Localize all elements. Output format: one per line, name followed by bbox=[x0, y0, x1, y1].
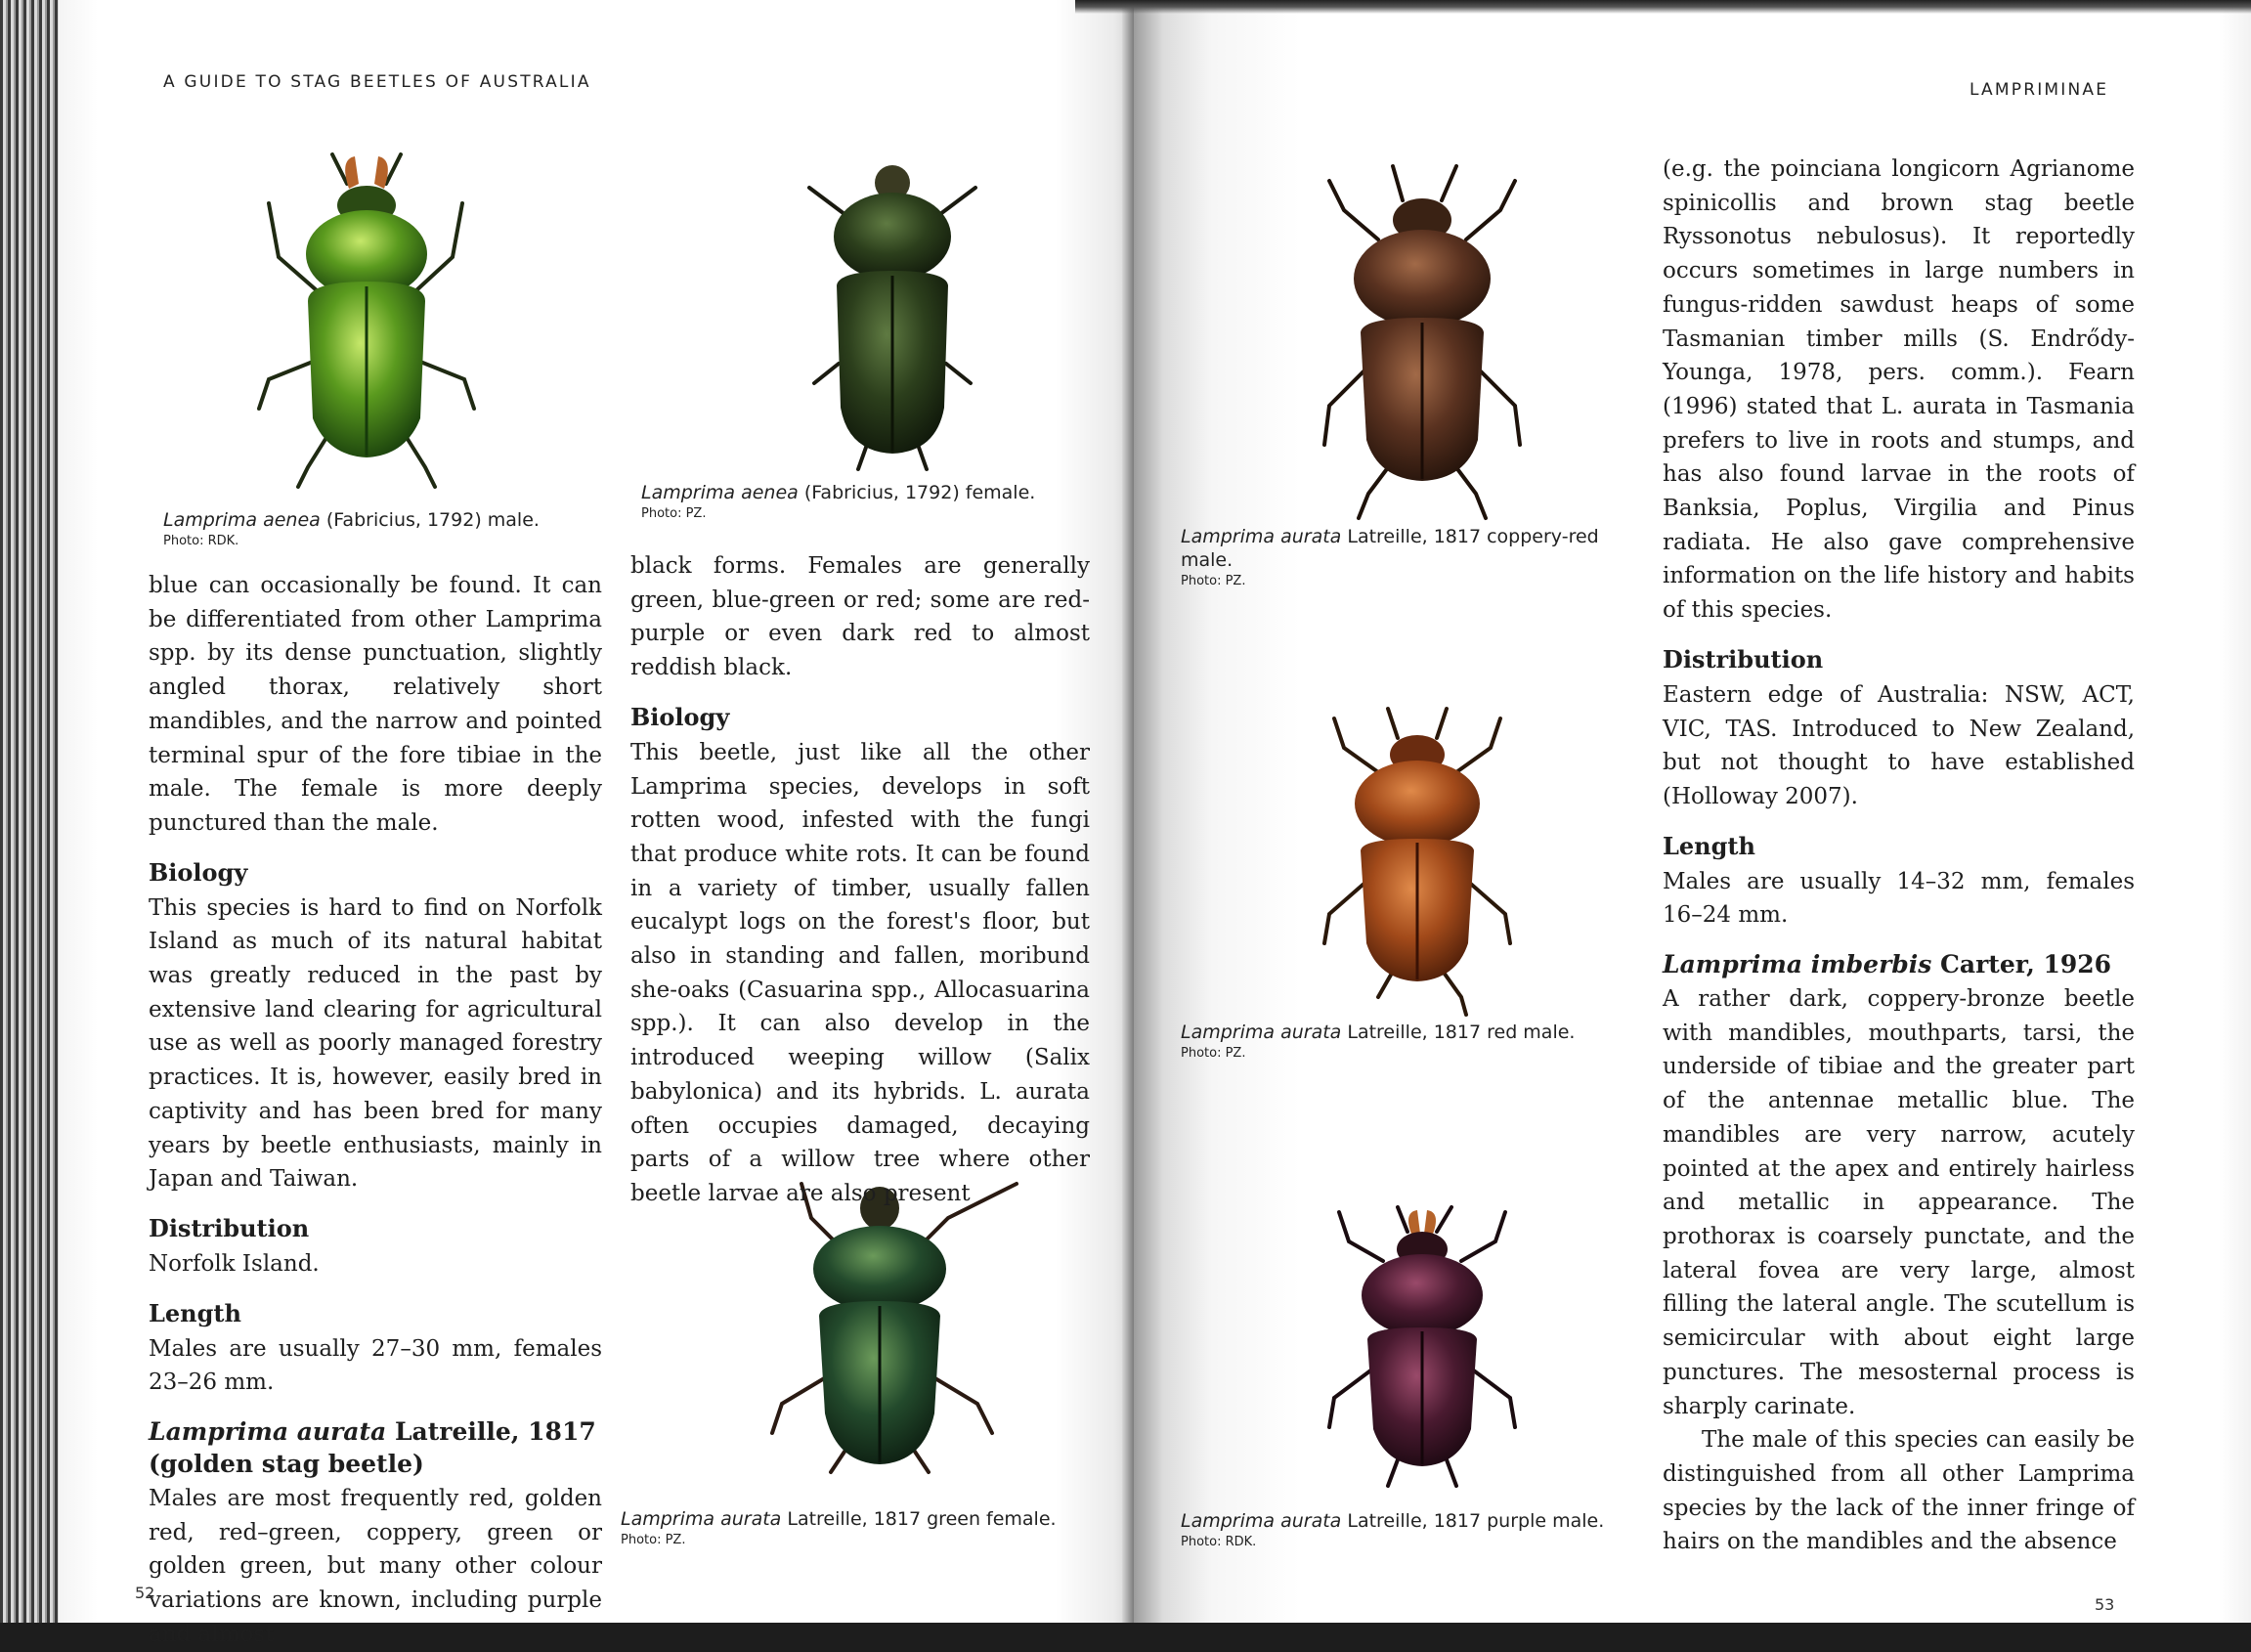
body-paragraph: Norfolk Island. bbox=[149, 1250, 320, 1277]
beetle-photo-aurata-purple-male bbox=[1305, 1202, 1539, 1496]
beetle-image bbox=[239, 145, 494, 497]
body-paragraph: A rather dark, coppery-bronze beetle with mandibles, mouthparts, tarsi, the underside of tibiae and the greater part of the antennae metallic blue. The mandibles are very narrow, acutely pointed at the apex and entirely hairless and metallic in appearance. The prothorax is coarsely punctate, and the lateral fovea are very large, almost filling the lateral angle. The scutellum is semicircular with about eight large punctures. The mesosternal process is sharply carinate. bbox=[1663, 986, 2135, 1419]
figure-caption bbox=[641, 481, 1091, 524]
caption-text: (Fabricius, 1792) female. bbox=[798, 482, 1036, 503]
beetle-image bbox=[790, 158, 995, 471]
body-paragraph: blue can occasionally be found. It can be differentiated from other Lamprima spp. by its dense punctuation, slightly angled thorax, relatively short mandibles, and the narrow and pointed terminal spur of the fore tibiae in the male. The female is more deeply punctured than the male. bbox=[149, 573, 602, 836]
body-paragraph: The male of this species can easily be distinguished from all other Lamprima species by the lack of the inner fringe of hairs on the mandibles and the absence bbox=[1663, 1427, 2135, 1555]
figure-caption bbox=[163, 508, 574, 551]
species-name: Lamprima aurata bbox=[149, 1417, 387, 1447]
body-paragraph: This beetle, just like all the other Lamprima species, develops in soft rotten wood, infested with the fungi that produce white rots. It can be found in a variety of timber, usually fallen eucalypt logs on the forest's floor, but also in standing and fallen, moribund she-oaks (Casuarina spp., Allocasuarina spp.). It can also develop in the introduced weeping willow (Salix babylonica) and its hybrids. L. aurata often occupies damaged, decaying parts of a willow tree where other beetle larvae are also present bbox=[630, 739, 1090, 1206]
photo-credit: Photo: RDK. bbox=[163, 534, 239, 548]
caption-text: Latreille, 1817 red male. bbox=[1341, 1022, 1576, 1043]
caption-species: Lamprima aurata bbox=[1181, 1510, 1342, 1532]
caption-species: Lamprima aurata bbox=[1181, 526, 1342, 547]
caption-species: Lamprima aurata bbox=[1181, 1022, 1342, 1043]
page-number-left: 52 bbox=[135, 1584, 155, 1602]
body-paragraph: Males are usually 27–30 mm, females 23–26 mm. bbox=[149, 1335, 602, 1396]
species-author: Latreille, 1817 bbox=[394, 1417, 596, 1447]
body-paragraph: This species is hard to find on Norfolk Island as much of its natural habitat was greatly reduced in the past by extensive land clearing for agricultural use as well as poorly managed forestry practices. It is, however, easily bred in captivity and has been bred for many years by beetle enthusiasts, mainly in Japan and Taiwan. bbox=[149, 894, 602, 1193]
beetle-image bbox=[733, 1179, 1026, 1482]
beetle-image bbox=[1305, 1202, 1539, 1496]
beetle-photo-aurata-coppery-male bbox=[1300, 161, 1544, 523]
species-heading bbox=[1663, 948, 2135, 980]
figure-caption bbox=[1181, 1021, 1630, 1064]
caption-species: Lamprima aenea bbox=[641, 482, 799, 503]
caption-species: Lamprima aenea bbox=[163, 509, 321, 531]
section-heading: Length bbox=[1663, 831, 1755, 860]
section-heading: Biology bbox=[630, 702, 730, 731]
running-head-right: LAMPRIMINAE bbox=[1970, 80, 2109, 100]
photo-credit: Photo: PZ. bbox=[641, 506, 707, 521]
body-paragraph: (e.g. the poinciana longicorn Agrianome spinicollis and brown stag beetle Ryssonotus nebulosus). It reportedly occurs sometimes in large numbers in fungus-ridden sawdust heaps of some Tasmanian timber mills (S. Endrődy-Younga, 1978, pers. comm.). Fearn (1996) stated that L. aurata in Tasmania prefers to live in roots and stumps, and has also found larvae in the roots of Banksia, Poplus, Virgilia and Pinus radiata. He also gave comprehensive information on the life history and habits of this species. bbox=[1663, 156, 2135, 624]
caption-species: Lamprima aurata bbox=[621, 1508, 782, 1530]
caption-text: Latreille, 1817 purple male. bbox=[1341, 1510, 1605, 1532]
running-head-left: A GUIDE TO STAG BEETLES OF AUSTRALIA bbox=[163, 72, 591, 92]
beetle-photo-aenea-male bbox=[239, 145, 494, 497]
beetle-image bbox=[1300, 161, 1544, 523]
body-paragraph: Eastern edge of Australia: NSW, ACT, VIC, TAS. Introduced to New Zealand, but not thought to have established (Holloway 2007). bbox=[1663, 681, 2135, 809]
section-heading: Biology bbox=[149, 857, 248, 887]
text-column-1 bbox=[149, 569, 602, 1652]
beetle-photo-aurata-green-female bbox=[733, 1179, 1026, 1482]
right-page bbox=[1134, 0, 2251, 1623]
beetle-image bbox=[1300, 704, 1535, 1017]
species-author: Carter, 1926 bbox=[1940, 950, 2112, 979]
species-name: Lamprima imberbis bbox=[1663, 950, 1932, 979]
caption-text: (Fabricius, 1792) male. bbox=[320, 509, 540, 531]
caption-text: Latreille, 1817 coppery-red male. bbox=[1181, 526, 1599, 571]
photo-credit: Photo: PZ. bbox=[1181, 574, 1246, 588]
section-heading: Length bbox=[149, 1298, 241, 1327]
body-paragraph: Males are usually 14–32 mm, females 16–24 mm. bbox=[1663, 868, 2135, 929]
body-paragraph: Males are most frequently red, golden red, red–green, coppery, green or golden green, but many other colour variations are known, including purple and almost bbox=[149, 1486, 602, 1647]
top-shadow bbox=[1075, 0, 2251, 14]
photo-credit: Photo: PZ. bbox=[621, 1533, 686, 1547]
text-column-2 bbox=[630, 549, 1090, 1211]
figure-caption bbox=[1181, 525, 1630, 591]
beetle-photo-aenea-female bbox=[790, 158, 995, 471]
text-column-3 bbox=[1663, 152, 2135, 1559]
figure-caption bbox=[621, 1507, 1090, 1550]
photo-credit: Photo: PZ. bbox=[1181, 1046, 1246, 1061]
beetle-photo-aurata-red-male bbox=[1300, 704, 1535, 1017]
species-heading bbox=[149, 1415, 602, 1480]
section-heading: Distribution bbox=[1663, 644, 1824, 674]
photo-credit: Photo: RDK. bbox=[1181, 1535, 1257, 1549]
figure-caption bbox=[1181, 1509, 1630, 1552]
left-page bbox=[59, 0, 1134, 1647]
species-common-name: (golden stag beetle) bbox=[149, 1450, 424, 1479]
section-heading: Distribution bbox=[149, 1213, 310, 1242]
body-paragraph: black forms. Females are generally green, blue-green or red; some are red-purple or even dark red to almost reddish black. bbox=[630, 553, 1090, 681]
caption-text: Latreille, 1817 green female. bbox=[781, 1508, 1057, 1530]
page-number-right: 53 bbox=[2095, 1595, 2115, 1614]
